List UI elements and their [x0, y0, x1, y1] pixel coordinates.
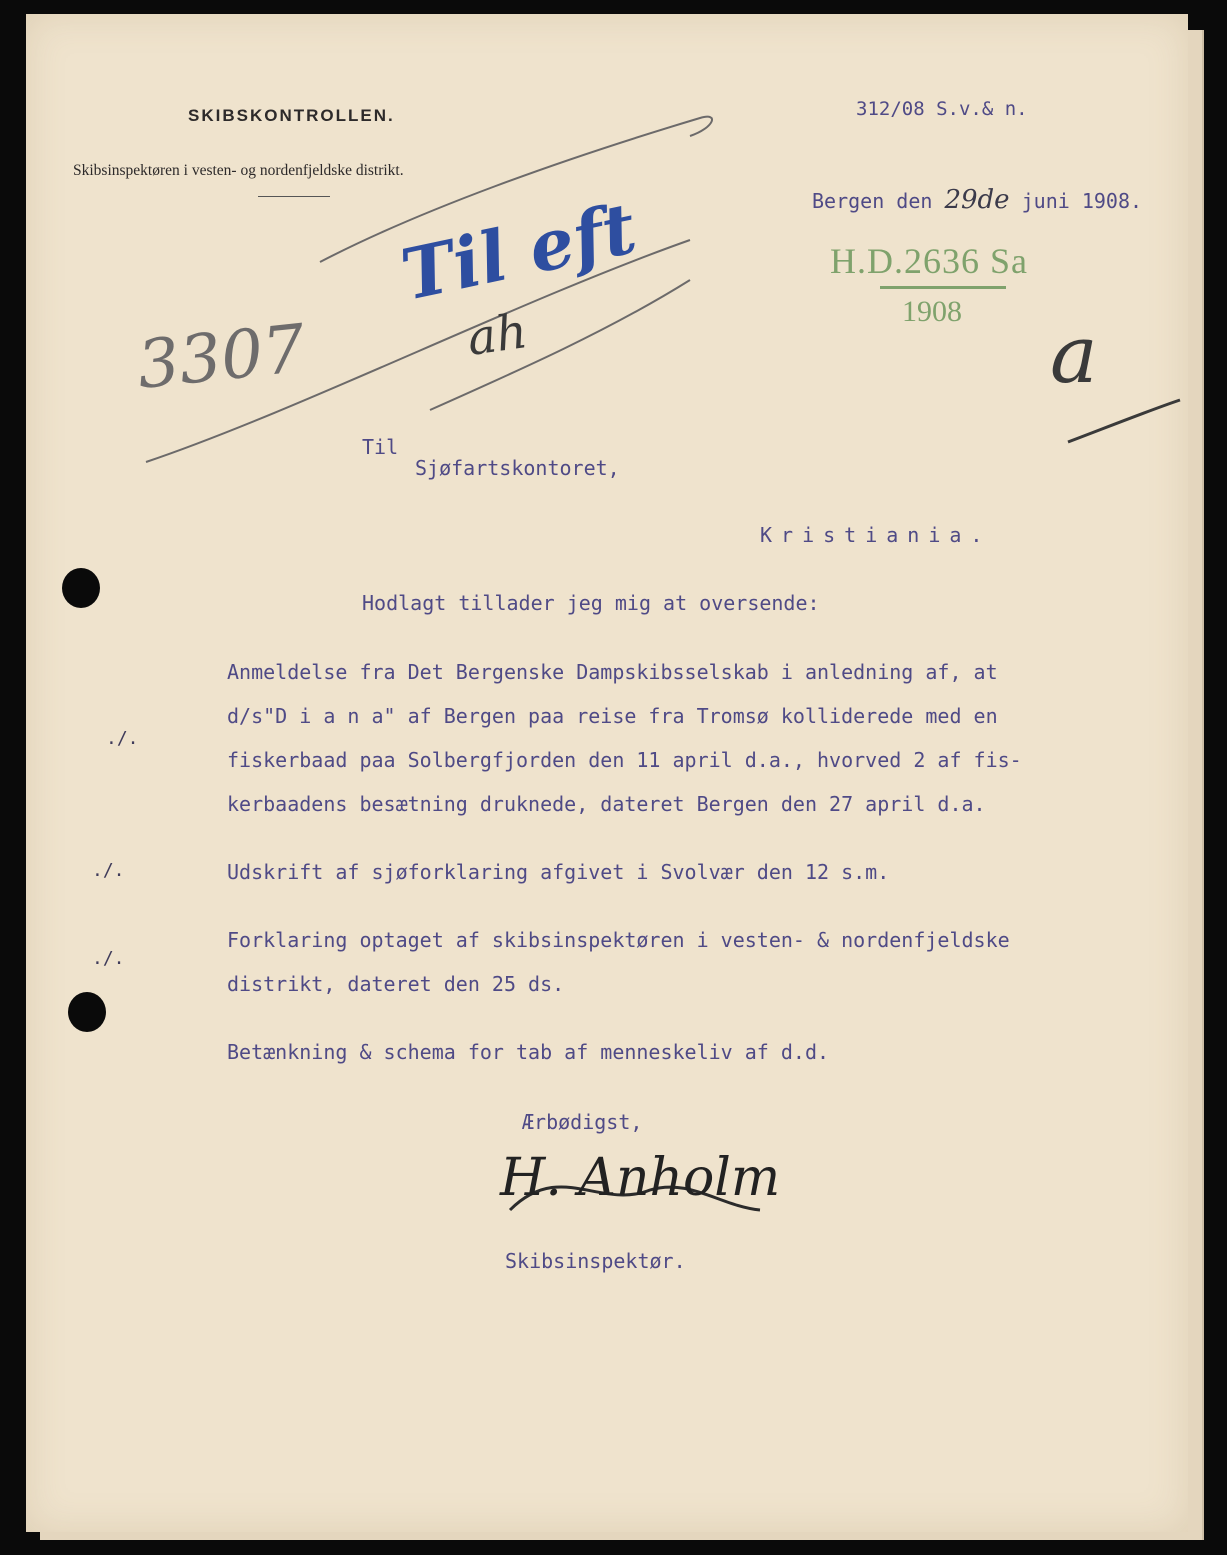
- blue-annotation: Til eft: [394, 186, 644, 317]
- date-day: 29de: [944, 185, 1010, 215]
- addressee-recipient: Sjøfartskontoret,: [415, 456, 620, 480]
- signature-title: Skibsinspektør.: [505, 1249, 686, 1273]
- item-line: kerbaadens besætning druknede, dateret Bergen den 27 april d.a.: [227, 792, 986, 816]
- item-line: Betænkning & schema for tab af menneskeliv af d.d.: [227, 1040, 830, 1064]
- ink-stroke: [1068, 400, 1180, 442]
- enclosure-item: [227, 918, 1010, 1006]
- archive-number: 3307: [133, 309, 309, 404]
- pencil-initials: ah: [463, 303, 531, 367]
- closing: Ærbødigst,: [522, 1110, 643, 1134]
- addressee-city: Kristiania.: [760, 523, 992, 547]
- date-prefix: Bergen den: [812, 189, 945, 213]
- item-line: Udskrift af sjøforklaring afgivet i Svolvær den 12 s.m.: [227, 860, 890, 884]
- enclosure-mark: ./.: [92, 860, 125, 881]
- item-line: Forklaring optaget af skibsinspektøren i vesten- & nordenfjeldske: [227, 928, 1010, 952]
- letterhead-subtitle: Skibsinspektøren i vesten- og nordenfjeldske distrikt.: [73, 162, 404, 179]
- reference-number: 312/08 S.v.& n.: [856, 98, 1028, 120]
- enclosure-item: [227, 1030, 829, 1074]
- intro-line: Hodlagt tillader jeg mig at oversende:: [362, 591, 820, 615]
- stamp-number: H.D.2636 Sa: [830, 241, 1028, 281]
- enclosure-mark: ./.: [106, 728, 139, 749]
- date-suffix: juni 1908.: [1009, 189, 1143, 213]
- item-line: fiskerbaad paa Solbergfjorden den 11 april d.a., hvorved 2 af fis-: [227, 748, 1022, 772]
- enclosure-mark: ./.: [92, 948, 125, 969]
- item-line: Anmeldelse fra Det Bergenske Dampskibsselskab i anledning af, at: [227, 660, 998, 684]
- item-line: d/s"D i a n a" af Bergen paa reise fra Tromsø kolliderede med en: [227, 704, 998, 728]
- enclosure-item: [227, 650, 1022, 826]
- item-line: distrikt, dateret den 25 ds.: [227, 972, 565, 996]
- enclosure-item: [227, 850, 889, 894]
- addressee-to: Til: [362, 435, 399, 459]
- letter-mark: a: [1050, 308, 1098, 401]
- stamp-year: 1908: [902, 295, 962, 328]
- signature: H. Anholm: [500, 1148, 781, 1208]
- letterhead-title: SKIBSKONTROLLEN.: [188, 106, 395, 125]
